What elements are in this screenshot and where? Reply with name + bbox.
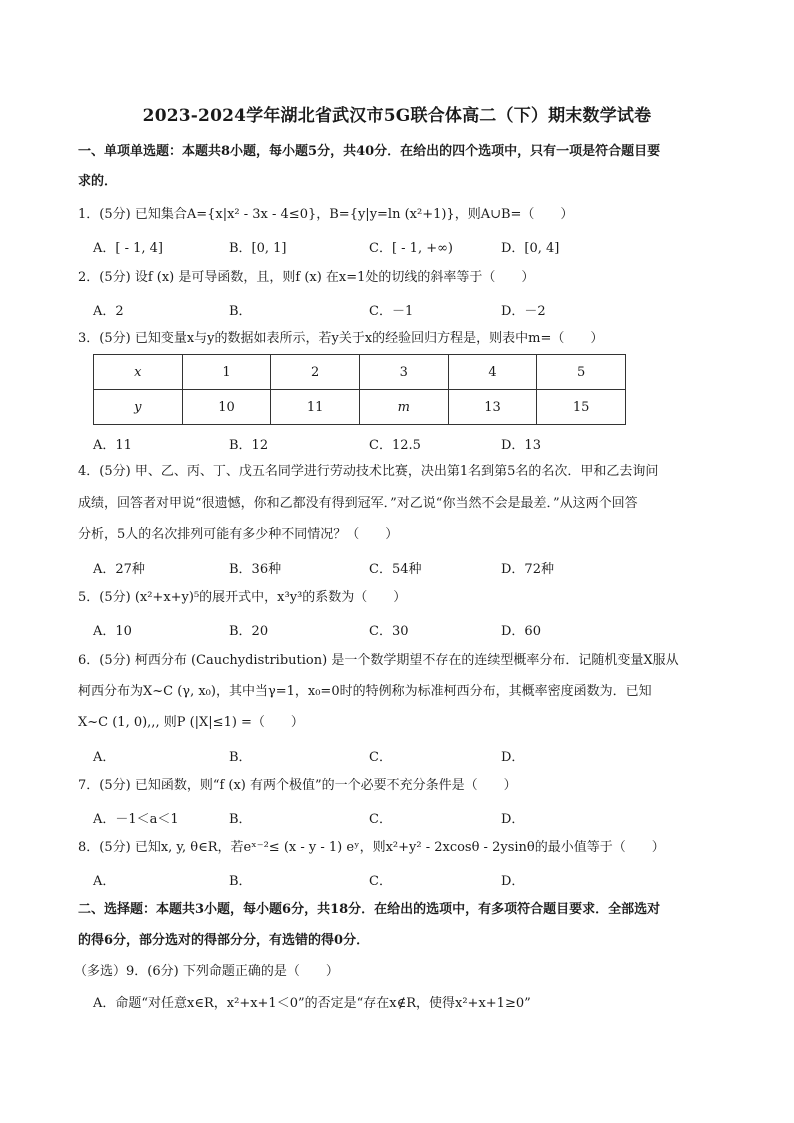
question-6-options — [93, 746, 723, 770]
option-a: A．2 — [93, 304, 124, 319]
question-4-line1: 4．(5分) 甲、乙、丙、丁、戊五名同学进行劳动技术比赛，决出第1名到第5名的名次．甲和乙去询问 — [78, 464, 659, 479]
data-table — [93, 354, 626, 425]
table-cell: 15 — [537, 390, 626, 425]
table-row — [94, 355, 626, 390]
option-b: B． — [229, 812, 252, 827]
option-d: D． — [501, 812, 525, 827]
option-d: D． — [501, 750, 525, 765]
option-d: D．－2 — [501, 304, 546, 319]
question-1: 1．(5分) 已知集合A={x|x² - 3x - 4≤0}，B={y|y=ln (x²+1)}，则A∪B=（ ） — [78, 207, 574, 222]
option-d: D．60 — [501, 624, 541, 639]
section2-line1: 二、选择题：本题共3小题，每小题6分，共18分．在给出的选项中，有多项符合题目要求．全部选对 — [78, 902, 661, 917]
option-a: A．[ - 1, 4] — [93, 241, 163, 256]
table-cell: m — [359, 390, 448, 425]
option-c: C．30 — [369, 624, 409, 639]
option-a: A．11 — [93, 438, 132, 453]
option-c: C．54种 — [369, 562, 422, 577]
option-a: A．10 — [93, 624, 132, 639]
option-c: C．[ - 1, +∞) — [369, 241, 454, 256]
question-6-line3: X~C (1, 0),,, 则P (|X|≤1) =（ ） — [78, 715, 304, 730]
table-cell: 3 — [359, 355, 448, 390]
option-a: A． — [93, 750, 116, 765]
section2-line2: 的得6分，部分选对的得部分分，有选错的得0分． — [78, 933, 370, 948]
option-c: C．－1 — [369, 304, 414, 319]
table-cell: 4 — [448, 355, 537, 390]
option-a: A． — [93, 874, 116, 889]
question-8-options — [93, 870, 723, 894]
question-3-options — [93, 434, 723, 458]
question-4-line2: 成绩，回答者对甲说“很遗憾，你和乙都没有得到冠军．”对乙说“你当然不会是最差．”从这两个回答 — [78, 496, 638, 511]
table-row — [94, 390, 626, 425]
section1-line1: 一、单项单选题：本题共8小题，每小题5分，共40分．在给出的四个选项中，只有一项是符合题目要 — [78, 144, 661, 159]
question-4-options — [93, 558, 723, 582]
option-b: B． — [229, 874, 252, 889]
table-cell: y — [94, 390, 183, 425]
question-6-line2: 柯西分布为X~C (γ, x₀)，其中当γ=1，x₀=0时的特例称为标准柯西分布，其概率密度函数为．已知 — [78, 684, 652, 699]
option-a: A．－1＜a＜1 — [93, 812, 179, 827]
question-5: 5．(5分) (x²+x+y)⁵的展开式中，x³y³的系数为（ ） — [78, 590, 407, 605]
question-4-line3: 分析，5人的名次排列可能有多少种不同情况？（ ） — [78, 527, 399, 542]
table-cell: 5 — [537, 355, 626, 390]
option-d: D． — [501, 874, 525, 889]
question-6-line1: 6．(5分) 柯西分布 (Cauchydistribution) 是一个数学期望不存在的连续型概率分布．记随机变量X服从 — [78, 653, 679, 668]
option-c: C．12.5 — [369, 438, 421, 453]
table-cell: 11 — [271, 390, 360, 425]
question-2-options — [93, 300, 723, 324]
option-c: C． — [369, 812, 392, 827]
option-b: B． — [229, 750, 252, 765]
question-9: （多选）9．(6分) 下列命题正确的是（ ） — [74, 964, 339, 979]
table-cell: 1 — [182, 355, 271, 390]
question-2: 2．(5分) 设f (x) 是可导函数，且，则f (x) 在x=1处的切线的斜率等于（ ） — [78, 270, 535, 285]
option-b: B．36种 — [229, 562, 282, 577]
option-b: B．[0, 1] — [229, 241, 287, 256]
question-1-options — [93, 237, 723, 261]
question-7-options — [93, 808, 723, 832]
option-a: A．27种 — [93, 562, 145, 577]
option-d: D．72种 — [501, 562, 554, 577]
question-5-options — [93, 620, 723, 644]
option-d: D．13 — [501, 438, 541, 453]
table-cell: 2 — [271, 355, 360, 390]
page-title: 2023-2024学年湖北省武汉市5G联合体高二（下）期末数学试卷 — [142, 106, 652, 126]
option-b: B． — [229, 304, 252, 319]
option-d: D．[0, 4] — [501, 241, 560, 256]
section1-line2: 求的． — [78, 174, 118, 189]
question-7: 7．(5分) 已知函数，则“f (x) 有两个极值”的一个必要不充分条件是（ ） — [78, 778, 517, 793]
option-c: C． — [369, 750, 392, 765]
option-c: C． — [369, 874, 392, 889]
table-cell: 13 — [448, 390, 537, 425]
question-9-option-a: A．命题“对任意x∈R，x²+x+1＜0”的否定是“存在x∉R，使得x²+x+1≥0” — [93, 996, 531, 1011]
option-b: B．20 — [229, 624, 269, 639]
table-cell: 10 — [182, 390, 271, 425]
question-8: 8．(5分) 已知x, y, θ∈R，若eˣ⁻²≤ (x - y - 1) eʸ，则x²+y² - 2xcosθ - 2ysinθ的最小值等于（ ） — [78, 840, 665, 855]
option-b: B．12 — [229, 438, 269, 453]
table-cell: x — [94, 355, 183, 390]
question-3: 3．(5分) 已知变量x与y的数据如表所示，若y关于x的经验回归方程是，则表中m=（ ） — [78, 331, 604, 346]
